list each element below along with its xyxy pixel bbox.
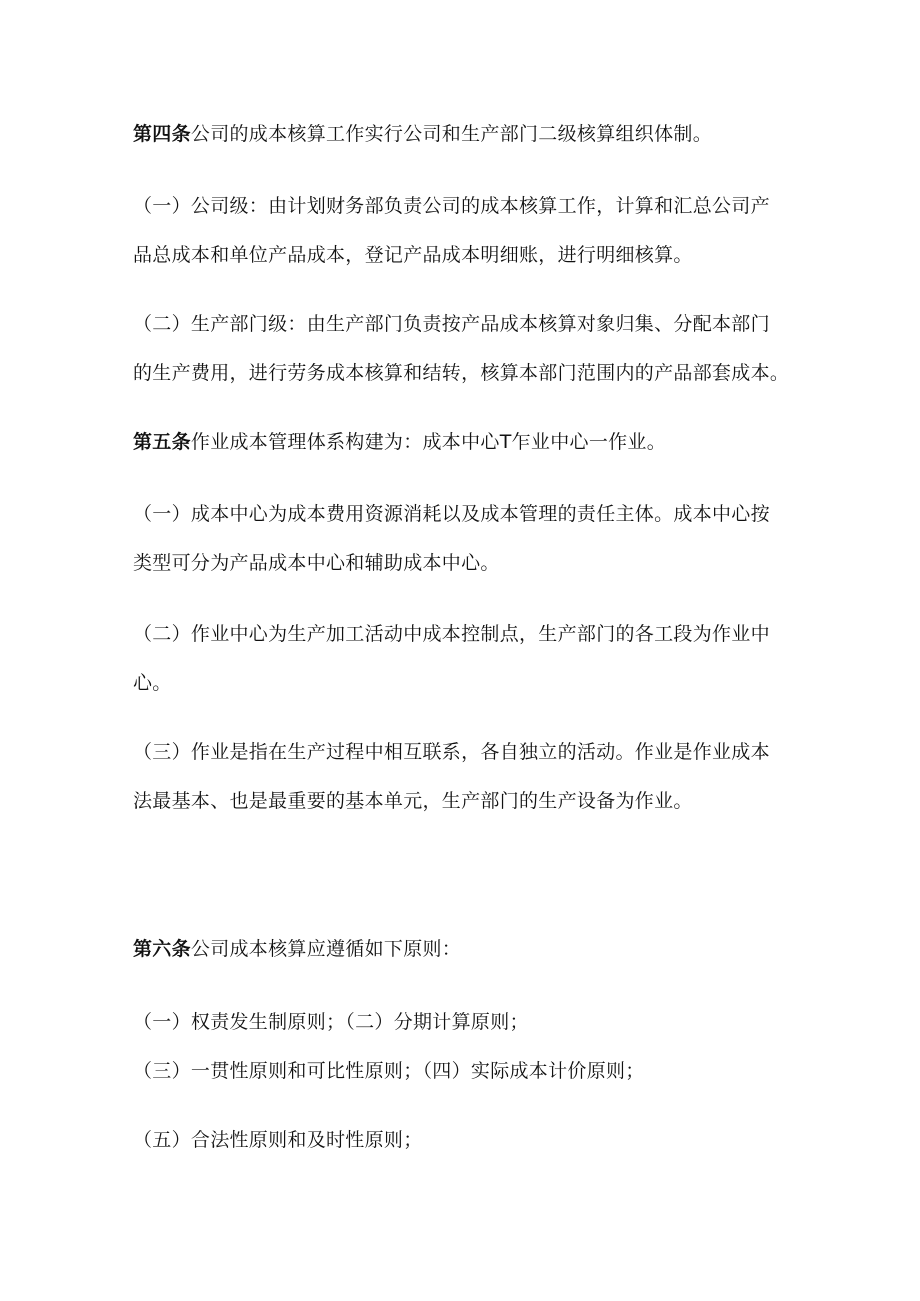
article-5-item-1-line-1: （一）成本中心为成本费用资源消耗以及成本管理的责任主体。成本中心按 xyxy=(133,503,770,525)
article-6-label: 第六条 xyxy=(133,938,191,960)
article-4-item-2-line-2: 的生产费用，进行劳务成本核算和结转，核算本部门范围内的产品部套成本。 xyxy=(133,362,790,384)
article-5-item-1-line-2: 类型可分为产品成本中心和辅助成本中心。 xyxy=(133,552,500,574)
article-6-principles-line-2: （三）一贯性原则和可比性原则；（四）实际成本计价原则； xyxy=(133,1060,645,1082)
article-4-item-1-line-2: 品总成本和单位产品成本，登记产品成本明细账，进行明细核算。 xyxy=(133,244,693,266)
article-4-item-2 xyxy=(133,300,798,398)
article-4-item-2-line-1: （二）生产部门级：由生产部门负责按产品成本核算对象归集、分配本部门 xyxy=(133,313,770,335)
article-6-principles-2 xyxy=(133,1116,798,1165)
article-4-item-1-line-1: （一）公司级：由计划财务部负责公司的成本核算工作，计算和汇总公司产 xyxy=(133,195,770,217)
article-4-label: 第四条 xyxy=(133,123,191,145)
article-5-item-3-line-2: 法最基本、也是最重要的基本单元，生产部门的生产设备为作业。 xyxy=(133,790,693,812)
article-4-text: 公司的成本核算工作实行公司和生产部门二级核算组织体制。 xyxy=(190,123,713,145)
article-6-text: 公司成本核算应遵循如下原则： xyxy=(190,938,462,960)
article-5-item-3-line-1: （三）作业是指在生产过程中相互联系，各自独立的活动。作业是作业成本 xyxy=(133,741,770,763)
article-6-principles-line-3: （五）合法性原则和及时性原则； xyxy=(133,1129,423,1151)
article-5-text: 作业成本管理体系构建为：成本中心T乍业中心一作业。 xyxy=(190,431,667,453)
article-5-item-2-line-2: 心。 xyxy=(133,672,172,694)
article-5-label: 第五条 xyxy=(133,431,191,453)
article-5-item-2-line-1: （二）作业中心为生产加工活动中成本控制点，生产部门的各工段为作业中 xyxy=(133,623,770,645)
article-5-item-3 xyxy=(133,728,798,826)
article-5-item-2 xyxy=(133,610,798,708)
article-5-item-1 xyxy=(133,490,798,588)
article-6-principles-line-1: （一）权责发生制原则；（二）分期计算原则； xyxy=(133,1011,529,1033)
article-4-item-1 xyxy=(133,182,798,280)
article-6-heading xyxy=(133,925,798,974)
article-4-heading xyxy=(133,110,798,159)
article-5-heading xyxy=(133,418,798,467)
article-6-principles-1 xyxy=(133,998,798,1096)
